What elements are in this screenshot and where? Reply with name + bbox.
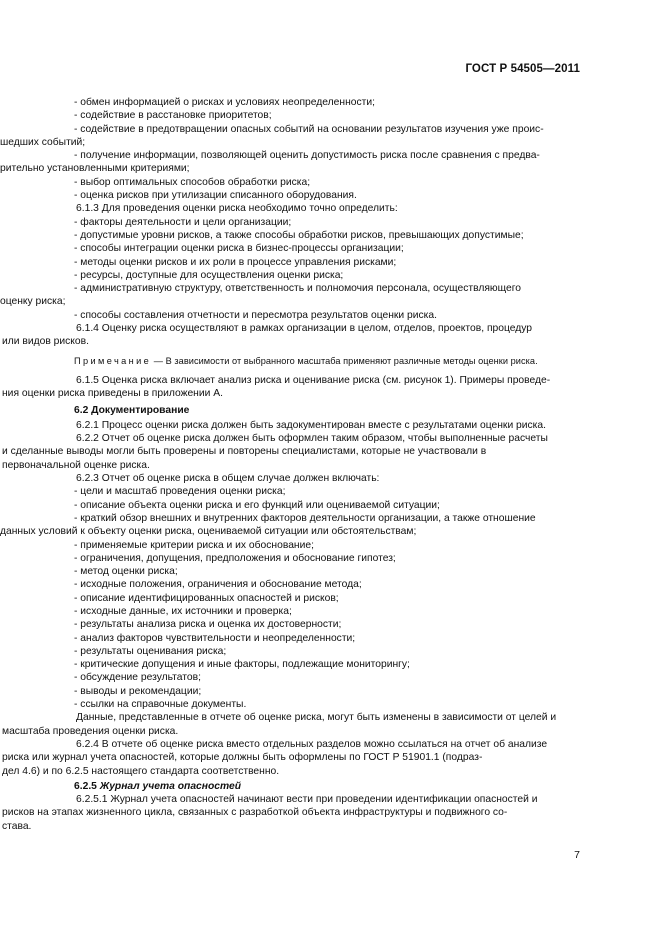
note-text: — В зависимости от выбранного масштаба применяют различные методы оценки риска. (153, 355, 538, 366)
paragraph-6-1-4: 6.1.4 Оценку риска осуществляют в рамках организации в целом, отделов, проектов, процедур (76, 323, 533, 335)
paragraph-6-2-3: 6.2.3 Отчет об оценке риска в общем случае должен включать: (76, 473, 380, 485)
list-item-continuation: рительно установленными критериями; (0, 163, 190, 175)
paragraph-6-1-3: 6.1.3 Для проведения оценки риска необходимо точно определить: (76, 203, 398, 215)
paragraph-6-2-1: 6.2.1 Процесс оценки риска должен быть задокументирован вместе с результатами оценки риска. (76, 419, 546, 431)
list-item: - метод оценки риска; (74, 566, 178, 578)
note-label: Примечание (74, 355, 152, 366)
paragraph-continuation: дел 4.6) и по 6.2.5 настоящего стандарта соответственно. (2, 765, 280, 777)
note (74, 355, 580, 368)
list-item: - оценка рисков при утилизации списанного оборудования. (74, 190, 357, 202)
list-item: - ссылки на справочные документы. (74, 699, 247, 711)
list-item: - получение информации, позволяющей оценить допустимость риска после сравнения с предва- (74, 150, 540, 162)
list-item: - способы интеграции оценки риска в бизнес-процессы организации; (74, 243, 404, 255)
list-item: - административную структуру, ответственность и полномочия персонала, осуществляющего (74, 283, 521, 295)
list-item: - обсуждение результатов; (74, 672, 201, 684)
list-item: - результаты оценивания риска; (74, 645, 227, 657)
paragraph-continuation: и сделанные выводы могли быть проверены и повторены специалистами, которые не участвовали в (2, 446, 487, 458)
heading-number: 6.2.5 (74, 780, 97, 792)
paragraph-6-2-5-1: 6.2.5.1 Журнал учета опасностей начинают вести при проведении идентификации опасностей и (76, 794, 538, 806)
list-item: - краткий обзор внешних и внутренних факторов деятельности организации, а также отношение (74, 512, 536, 524)
paragraph-continuation: масштаба проведения оценки риска. (2, 725, 179, 737)
list-item: - описание объекта оценки риска и его функций или оцениваемой ситуации; (74, 499, 440, 511)
list-item: - результаты анализа риска и оценка их достоверности; (74, 619, 342, 631)
paragraph-6-2-2: 6.2.2 Отчет об оценке риска должен быть оформлен таким образом, чтобы выполненные расчеты (76, 433, 548, 445)
document-header: ГОСТ Р 54505—2011 (465, 63, 580, 75)
page-body (0, 96, 580, 833)
list-item-continuation: оценку риска; (0, 296, 66, 308)
paragraph-6-2-4: 6.2.4 В отчете об оценке риска вместо отдельных разделов можно ссылаться на отчет об анализе (76, 738, 548, 750)
page-number: 7 (574, 849, 580, 861)
list-item: - анализ факторов чувствительности и неопределенности; (74, 632, 356, 644)
list-item: - цели и масштаб проведения оценки риска; (74, 486, 286, 498)
list-item: - исходные данные, их источники и проверка; (74, 605, 292, 617)
list-item: - критические допущения и иные факторы, подлежащие мониторингу; (74, 659, 410, 671)
list-item: - выбор оптимальных способов обработки риска; (74, 176, 311, 188)
list-item-continuation: шедших событий; (0, 136, 86, 148)
list-item-continuation: данных условий к объекту оценки риска, оцениваемой ситуации или обстоятельствам; (0, 526, 417, 538)
heading-text: Журнал учета опасностей (99, 780, 242, 792)
list-item: - применяемые критерии риска и их обоснование; (74, 539, 314, 551)
list-item: - содействие в предотвращении опасных событий на основании результатов изучения уже проис- (74, 123, 544, 135)
paragraph-continuation: первоначальной оценке риска. (2, 459, 150, 471)
list-item: - исходные положения, ограничения и обоснование метода; (74, 579, 362, 591)
paragraph-continuation: или видов рисков. (2, 336, 89, 348)
list-item: - описание идентифицированных опасностей и рисков; (74, 592, 339, 604)
paragraph-6-1-5: 6.1.5 Оценка риска включает анализ риска и оценивание риска (см. рисунок 1). Примеры проведе- (76, 374, 551, 386)
list-item: - обмен информацией о рисках и условиях неопределенности; (74, 97, 375, 108)
paragraph-continuation: ния оценки риска приведены в приложении А. (2, 388, 223, 400)
section-heading-6-2: 6.2 Документирование (74, 404, 190, 416)
list-item: - методы оценки рисков и их роли в процессе управления рисками; (74, 256, 397, 268)
paragraph-continuation: става. (2, 820, 32, 832)
list-item: - содействие в расстановке приоритетов; (74, 110, 272, 122)
list-item: - ограничения, допущения, предположения и обоснование гипотез; (74, 552, 396, 564)
list-item: - ресурсы, доступные для осуществления оценки риска; (74, 269, 344, 281)
paragraph-continuation: риска или журнал учета опасностей, которые должны быть оформлены по ГОСТ Р 51901.1 (подраз- (2, 752, 483, 764)
section-heading-6-2-5 (74, 780, 580, 793)
paragraph-continuation: рисков на этапах жизненного цикла, связанных с разработкой объекта инфраструктуры и подвижного со- (2, 807, 508, 819)
list-item: - факторы деятельности и цели организации; (74, 216, 292, 228)
list-item: - выводы и рекомендации; (74, 685, 202, 697)
paragraph-data: Данные, представленные в отчете об оценке риска, могут быть изменены в зависимости от целей и (76, 712, 557, 724)
list-item: - способы составления отчетности и пересмотра результатов оценки риска. (74, 309, 437, 321)
list-item: - допустимые уровни рисков, а также способы обработки рисков, превышающих допустимые; (74, 229, 524, 241)
